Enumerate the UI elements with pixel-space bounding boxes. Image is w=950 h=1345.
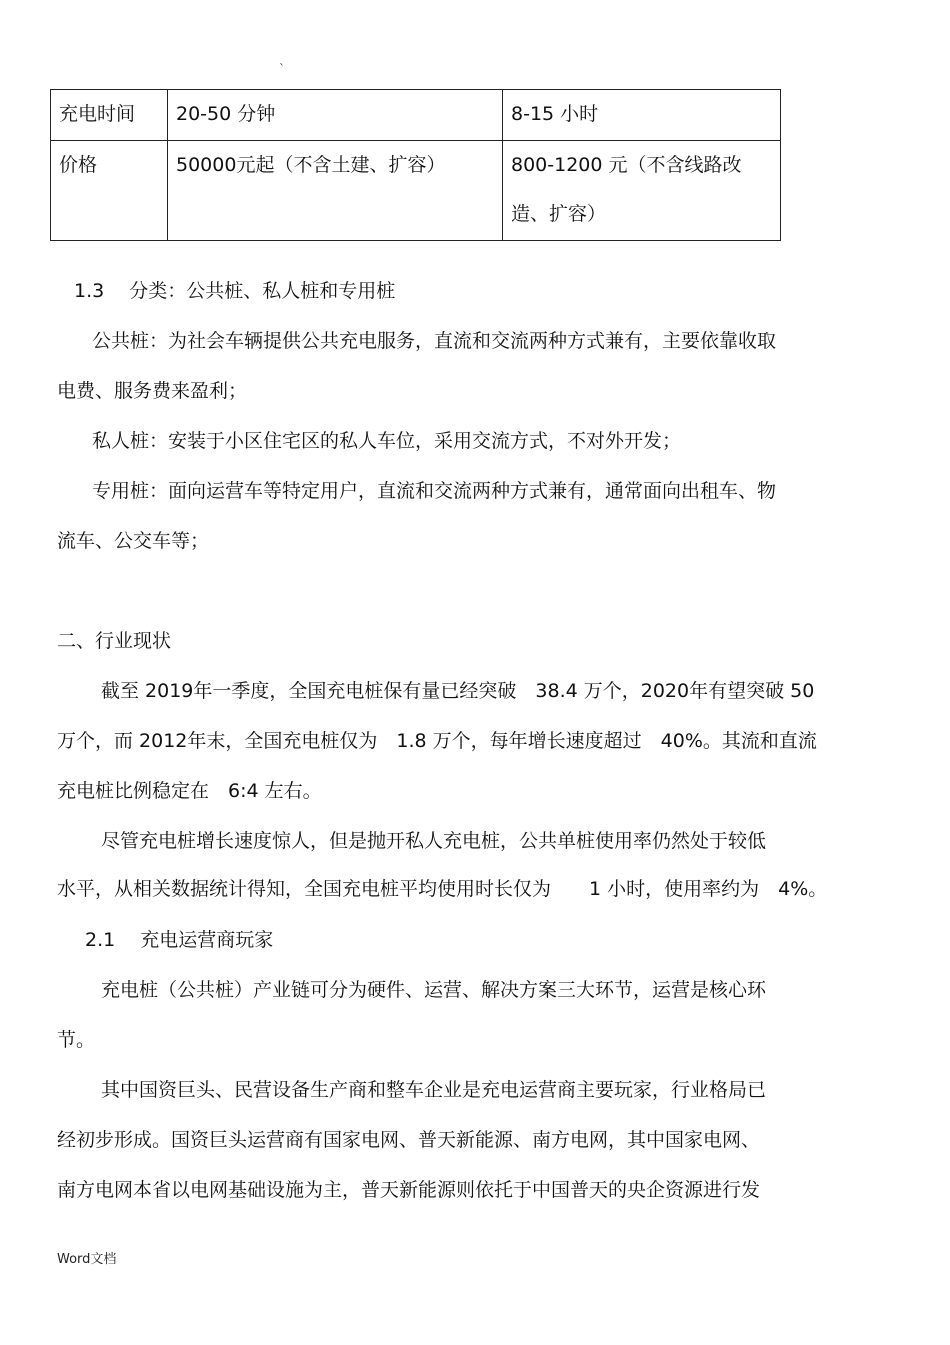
paragraph-line: 公共桩：为社会车辆提供公共充电服务，直流和交流两种方式兼有，主要依靠收取 — [92, 330, 777, 352]
table-cell: 800-1200 元（不含线路改造、扩容） — [503, 141, 781, 241]
paragraph-line: 截至 2019年一季度，全国充电桩保有量已经突破 38.4 万个，2020年有望突破 50 — [101, 680, 815, 702]
table-cell: 价格 — [51, 141, 168, 241]
paragraph-line: 水平，从相关数据统计得知，全国充电桩平均使用时长仅为 1 小时，使用率约为 4%。 — [57, 878, 828, 900]
section-heading-1-3: 1.3 分类：公共桩、私人桩和专用桩 — [74, 280, 396, 302]
paragraph-line: 南方电网本省以电网基础设施为主，普天新能源则依托于中国普天的央企资源进行发 — [57, 1179, 761, 1201]
paragraph-line: 节。 — [57, 1029, 96, 1051]
comparison-table — [50, 89, 781, 241]
table-cell: 充电时间 — [51, 90, 168, 141]
stray-mark: ` — [279, 62, 285, 76]
section-heading-2-1: 2.1 充电运营商玩家 — [85, 929, 274, 951]
paragraph-line: 万个，而 2012年末，全国充电桩仅为 1.8 万个，每年增长速度超过 40%。其流和直流 — [57, 730, 817, 752]
paragraph-line: 其中国资巨头、民营设备生产商和整车企业是充电运营商主要玩家，行业格局已 — [101, 1079, 767, 1101]
section-heading-2: 二、行业现状 — [57, 630, 172, 652]
table-row — [51, 141, 781, 241]
table-cell: 8-15 小时 — [503, 90, 781, 141]
table-cell: 20-50 分钟 — [168, 90, 503, 141]
table-cell: 50000元起（不含土建、扩容） — [168, 141, 503, 241]
footer-label: Word文档 — [57, 1252, 117, 1267]
paragraph-line: 流车、公交车等； — [57, 530, 210, 552]
paragraph-line: 电费、服务费来盈利； — [57, 380, 248, 402]
paragraph-line: 尽管充电桩增长速度惊人，但是抛开私人充电桩，公共单桩使用率仍然处于较低 — [101, 830, 767, 852]
paragraph-line: 专用桩：面向运营车等特定用户，直流和交流两种方式兼有，通常面向出租车、物 — [92, 480, 777, 502]
paragraph-line: 充电桩比例稳定在 6:4 左右。 — [57, 780, 322, 802]
table-row — [51, 90, 781, 141]
paragraph-line: 经初步形成。国资巨头运营商有国家电网、普天新能源、南方电网，其中国家电网、 — [57, 1129, 761, 1151]
paragraph-line: 充电桩（公共桩）产业链可分为硬件、运营、解决方案三大环节，运营是核心环 — [101, 979, 767, 1001]
paragraph-line: 私人桩：安装于小区住宅区的私人车位，采用交流方式，不对外开发； — [92, 430, 682, 452]
